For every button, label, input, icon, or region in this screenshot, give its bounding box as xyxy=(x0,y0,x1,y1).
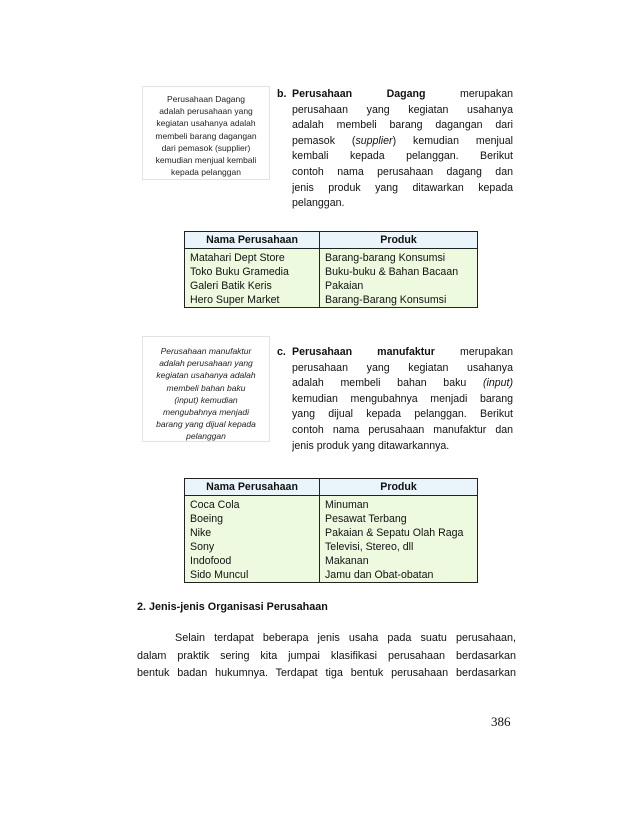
table-cell: Sido Muncul xyxy=(185,568,320,583)
table-cell: Sony xyxy=(185,540,320,554)
item-line: pemasok (supplier) kemudian menjual xyxy=(292,134,513,147)
sidebar-line: adalah perusahaan yang xyxy=(159,358,253,369)
item-letter: b. xyxy=(277,88,287,100)
table-row xyxy=(185,540,478,554)
table-perusahaan-dagang xyxy=(184,231,478,308)
table-header-row xyxy=(185,479,478,496)
item-line: pelanggan. xyxy=(292,197,345,210)
table-cell: Makanan xyxy=(320,554,478,568)
table-cell: Hero Super Market xyxy=(185,293,320,308)
table-cell: Pakaian & Sepatu Olah Raga xyxy=(320,526,478,540)
section-paragraph xyxy=(137,630,516,683)
table-cell: Indofood xyxy=(185,554,320,568)
table-cell: Televisi, Stereo, dll xyxy=(320,540,478,554)
table-row xyxy=(185,512,478,526)
table-cell: Nike xyxy=(185,526,320,540)
item-line: kemudian mengubahnya menjadi barang xyxy=(292,392,513,405)
sidebar-line: Perusahaan manufaktur xyxy=(160,346,252,356)
table-cell: Pesawat Terbang xyxy=(320,512,478,526)
sidebar-line: mengubahnya menjadi xyxy=(162,407,249,418)
table-cell: Galeri Batik Keris xyxy=(185,279,320,293)
item-term: Perusahaan Dagang xyxy=(292,88,426,100)
table-perusahaan-manufaktur xyxy=(184,478,478,583)
table-cell: Pakaian xyxy=(320,279,478,293)
sidebar-line: membeli bahan baku xyxy=(166,382,246,393)
column-header: Nama Perusahaan xyxy=(185,479,320,496)
sidebar-line: adalah perusahaan yang xyxy=(159,106,253,117)
sidebar-line: kegiatan usahanya adalah xyxy=(156,118,256,129)
column-header: Produk xyxy=(320,479,478,496)
table-row xyxy=(185,554,478,568)
page-number: 386 xyxy=(491,714,511,729)
item-line: adalah membeli barang dagangan dari xyxy=(292,119,513,132)
paragraph-line: Selain terdapat beberapa jenis usaha pada suatu perusahaan, xyxy=(175,632,516,644)
table-cell: Jamu dan Obat-obatan xyxy=(320,568,478,583)
item-line: kembali kepada pelanggan. Berikut xyxy=(292,150,513,163)
item-term: Perusahaan manufaktur xyxy=(292,346,435,358)
item-line: jenis produk yang ditawarkan kepada xyxy=(292,181,513,194)
table-cell: Matahari Dept Store xyxy=(185,249,320,266)
table-header-row xyxy=(185,232,478,249)
item-letter: c. xyxy=(277,346,286,358)
table-cell: Coca Cola xyxy=(185,496,320,513)
item-line: contoh nama perusahaan manufaktur dan xyxy=(292,423,513,436)
paragraph-line: bentuk badan hukumnya. Terdapat tiga bentuk perusahaan berdasarkan xyxy=(137,667,516,679)
sidebar-line: kemudian menjual kembali xyxy=(155,155,257,166)
item-line: adalah membeli bahan baku (input) xyxy=(292,377,513,390)
paragraph-line: dalam praktik sering kita jumpai klasifikasi perusahaan berdasarkan xyxy=(137,649,516,662)
sidebar-line: kegiatan usahanya adalah xyxy=(156,370,256,381)
table-cell: Toko Buku Gramedia xyxy=(185,265,320,279)
table-row xyxy=(185,265,478,279)
sidebar-note-dagang xyxy=(142,86,270,180)
table-row xyxy=(185,526,478,540)
sidebar-line: pelanggan xyxy=(186,431,226,442)
item-perusahaan-dagang xyxy=(277,87,513,212)
sidebar-line: dari pemasok (supplier) xyxy=(161,142,251,153)
section-heading: 2. Jenis-jenis Organisasi Perusahaan xyxy=(137,601,328,613)
column-header: Nama Perusahaan xyxy=(185,232,320,249)
table-cell: Minuman xyxy=(320,496,478,513)
table-cell: Boeing xyxy=(185,512,320,526)
table-cell: Barang-barang Konsumsi xyxy=(320,249,478,266)
table-row xyxy=(185,568,478,583)
table-row xyxy=(185,496,478,513)
table-row xyxy=(185,279,478,293)
item-line: jenis produk yang ditawarkannya. xyxy=(292,439,450,452)
sidebar-line: barang yang dijual kepada xyxy=(156,419,256,430)
sidebar-note-manufaktur xyxy=(142,336,270,442)
sidebar-line: kepada pelanggan xyxy=(171,167,241,178)
item-line: perusahaan yang kegiatan usahanya xyxy=(292,361,513,374)
column-header: Produk xyxy=(320,232,478,249)
table-cell: Barang-Barang Konsumsi xyxy=(320,293,478,308)
table-row xyxy=(185,249,478,266)
item-line: Perusahaan Dagang merupakan xyxy=(292,88,513,100)
table-row xyxy=(185,293,478,308)
item-line: perusahaan yang kegiatan usahanya xyxy=(292,103,513,116)
item-line: contoh nama perusahaan dagang dan xyxy=(292,165,513,178)
item-line: yang dijual kepada pelanggan. Berikut xyxy=(292,408,513,421)
sidebar-line: membeli barang dagangan xyxy=(155,130,257,141)
item-perusahaan-manufaktur xyxy=(277,345,513,454)
sidebar-line: (input) kemudian xyxy=(174,394,238,405)
item-line: Perusahaan manufaktur merupakan xyxy=(292,346,513,358)
table-cell: Buku-buku & Bahan Bacaan xyxy=(320,265,478,279)
sidebar-line: Perusahaan Dagang xyxy=(167,94,245,104)
